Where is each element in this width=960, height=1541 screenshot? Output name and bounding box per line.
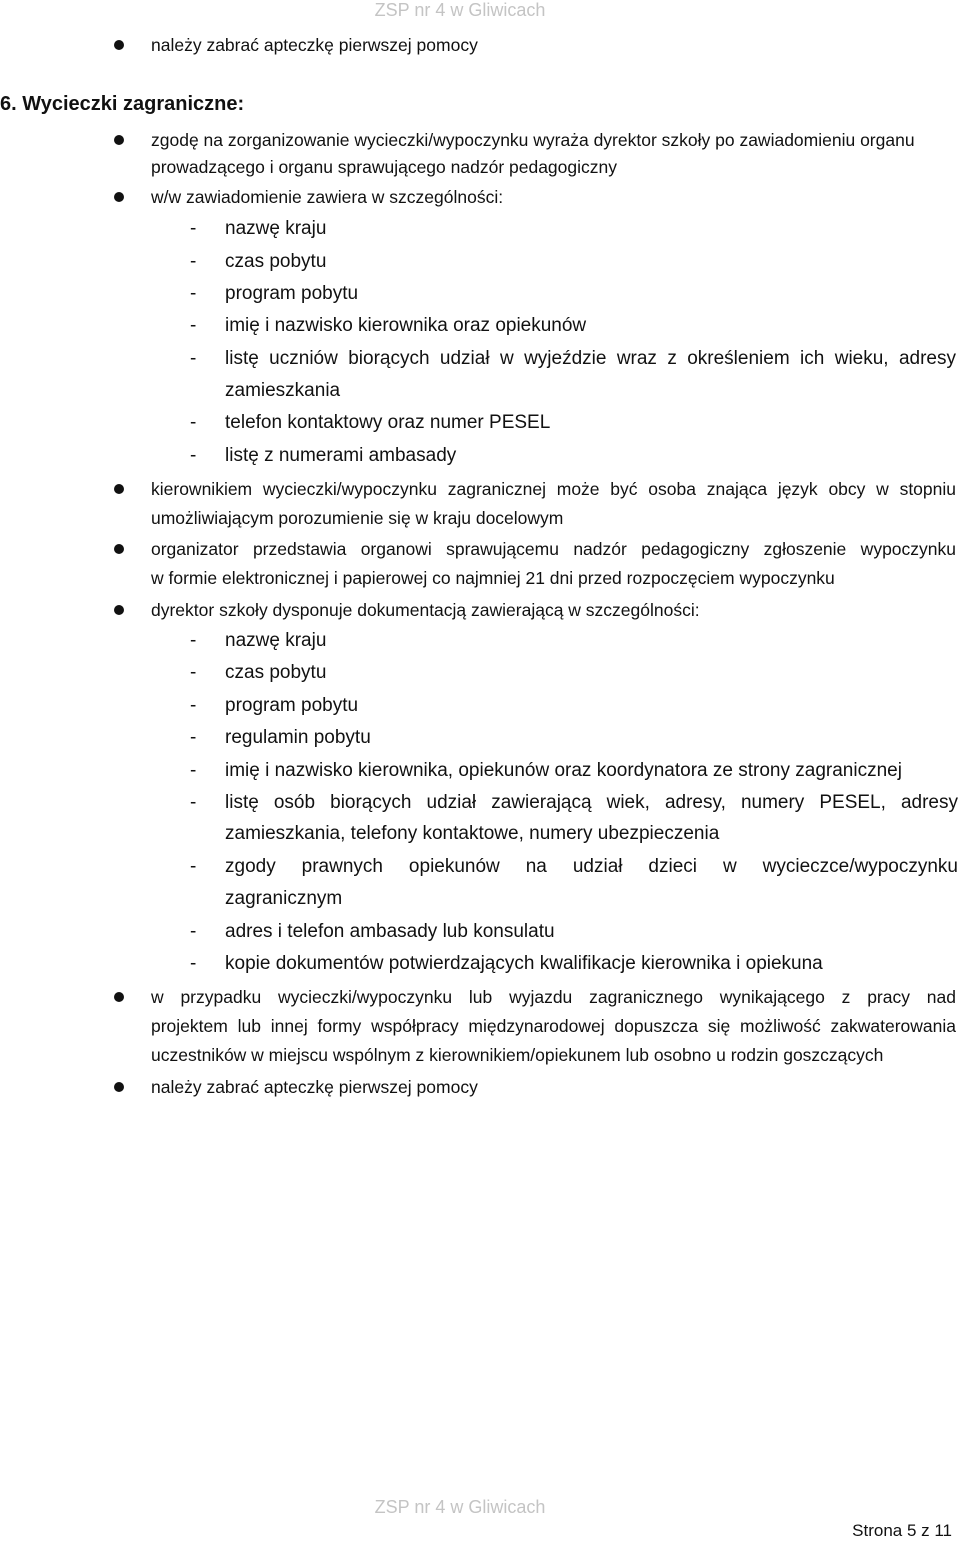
dash-icon: -	[190, 727, 197, 748]
page-number: Strona 5 z 11	[852, 1521, 952, 1540]
sub-list-item: czas pobytu	[225, 662, 327, 683]
list-item-line: kierownikiem wycieczki/wypoczynku zagranicznej może być osoba znająca język obcy w stopniu	[151, 479, 956, 499]
list-item-line: w przypadku wycieczki/wypoczynku lub wyjazdu zagranicznego wynikającego z pracy nad	[151, 987, 956, 1007]
dash-icon: -	[190, 251, 197, 272]
sub-list-item: regulamin pobytu	[225, 727, 371, 748]
bullet-icon	[114, 484, 124, 494]
bullet-icon	[114, 605, 124, 615]
sub-list-item: listę z numerami ambasady	[225, 445, 457, 466]
sub-list-item: imię i nazwisko kierownika, opiekunów oraz koordynatora ze strony zagranicznej	[225, 760, 902, 781]
dash-icon: -	[190, 792, 197, 813]
list-item: w/w zawiadomienie zawiera w szczególności:	[151, 187, 504, 207]
bullet-icon	[114, 192, 124, 202]
list-item: dyrektor szkoły dysponuje dokumentacją zawierającą w szczególności:	[151, 600, 700, 620]
bullet-icon	[114, 1082, 124, 1092]
sub-list-item: adres i telefon ambasady lub konsulatu	[225, 921, 555, 942]
list-item-line: zgodę na zorganizowanie wycieczki/wypoczynku wyraża dyrektor szkoły po zawiadomieniu organu	[151, 130, 915, 150]
dash-icon: -	[190, 412, 197, 433]
sub-list-item: listę uczniów biorących udział w wyjeździe wraz z określeniem ich wieku, adresy	[225, 348, 956, 369]
page-header: ZSP nr 4 w Gliwicach	[374, 0, 546, 20]
list-item-line: umożliwiającym porozumienie się w kraju docelowym	[151, 508, 564, 528]
dash-icon: -	[190, 662, 197, 683]
sub-list-item: imię i nazwisko kierownika oraz opiekunów	[225, 315, 587, 336]
dash-icon: -	[190, 695, 197, 716]
bullet-icon	[114, 40, 124, 50]
sub-list-item: czas pobytu	[225, 251, 327, 272]
bullet-icon	[114, 544, 124, 554]
sub-list-item: nazwę kraju	[225, 630, 327, 651]
sub-list-item: program pobytu	[225, 283, 359, 304]
list-item-line: uczestników w miejscu wspólnym z kierownikiem/opiekunem lub osobno u rodzin goszczących	[151, 1045, 884, 1065]
list-item: należy zabrać apteczkę pierwszej pomocy	[151, 35, 478, 55]
dash-icon: -	[190, 856, 197, 877]
bullet-icon	[114, 992, 124, 1002]
sub-list-item: kopie dokumentów potwierdzających kwalifikacje kierownika i opiekuna	[225, 953, 823, 974]
dash-icon: -	[190, 760, 197, 781]
list-item-line: prowadzącego i organu sprawującego nadzór pedagogiczny	[151, 157, 618, 177]
sub-list-item: program pobytu	[225, 695, 359, 716]
dash-icon: -	[190, 953, 197, 974]
dash-icon: -	[190, 348, 197, 369]
dash-icon: -	[190, 445, 197, 466]
dash-icon: -	[190, 630, 197, 651]
sub-list-item: nazwę kraju	[225, 218, 327, 239]
list-item-line: w formie elektronicznej i papierowej co najmniej 21 dni przed rozpoczęciem wypoczynku	[151, 568, 835, 588]
page-footer: ZSP nr 4 w Gliwicach	[374, 1497, 546, 1517]
sub-list-item: zgody prawnych opiekunów na udział dzieci w wycieczce/wypoczynku	[225, 856, 958, 877]
dash-icon: -	[190, 921, 197, 942]
sub-list-item: telefon kontaktowy oraz numer PESEL	[225, 412, 551, 433]
dash-icon: -	[190, 283, 197, 304]
list-item-line: organizator przedstawia organowi sprawującemu nadzór pedagogiczny zgłoszenie wypoczynku	[151, 539, 956, 559]
list-item-line: projektem lub innej formy współpracy międzynarodowej dopuszcza się możliwość zakwaterowania	[151, 1016, 956, 1036]
sub-list-item-continuation: zamieszkania, telefony kontaktowe, numery ubezpieczenia	[225, 823, 720, 844]
section-title: 6. Wycieczki zagraniczne:	[0, 93, 245, 115]
list-item: należy zabrać apteczkę pierwszej pomocy	[151, 1077, 478, 1097]
dash-icon: -	[190, 315, 197, 336]
sub-list-item-continuation: zagranicznym	[225, 888, 343, 909]
sub-list-item: listę osób biorących udział zawierającą wiek, adresy, numery PESEL, adresy	[225, 792, 958, 813]
bullet-icon	[114, 135, 124, 145]
sub-list-item-continuation: zamieszkania	[225, 380, 341, 401]
dash-icon: -	[190, 218, 197, 239]
